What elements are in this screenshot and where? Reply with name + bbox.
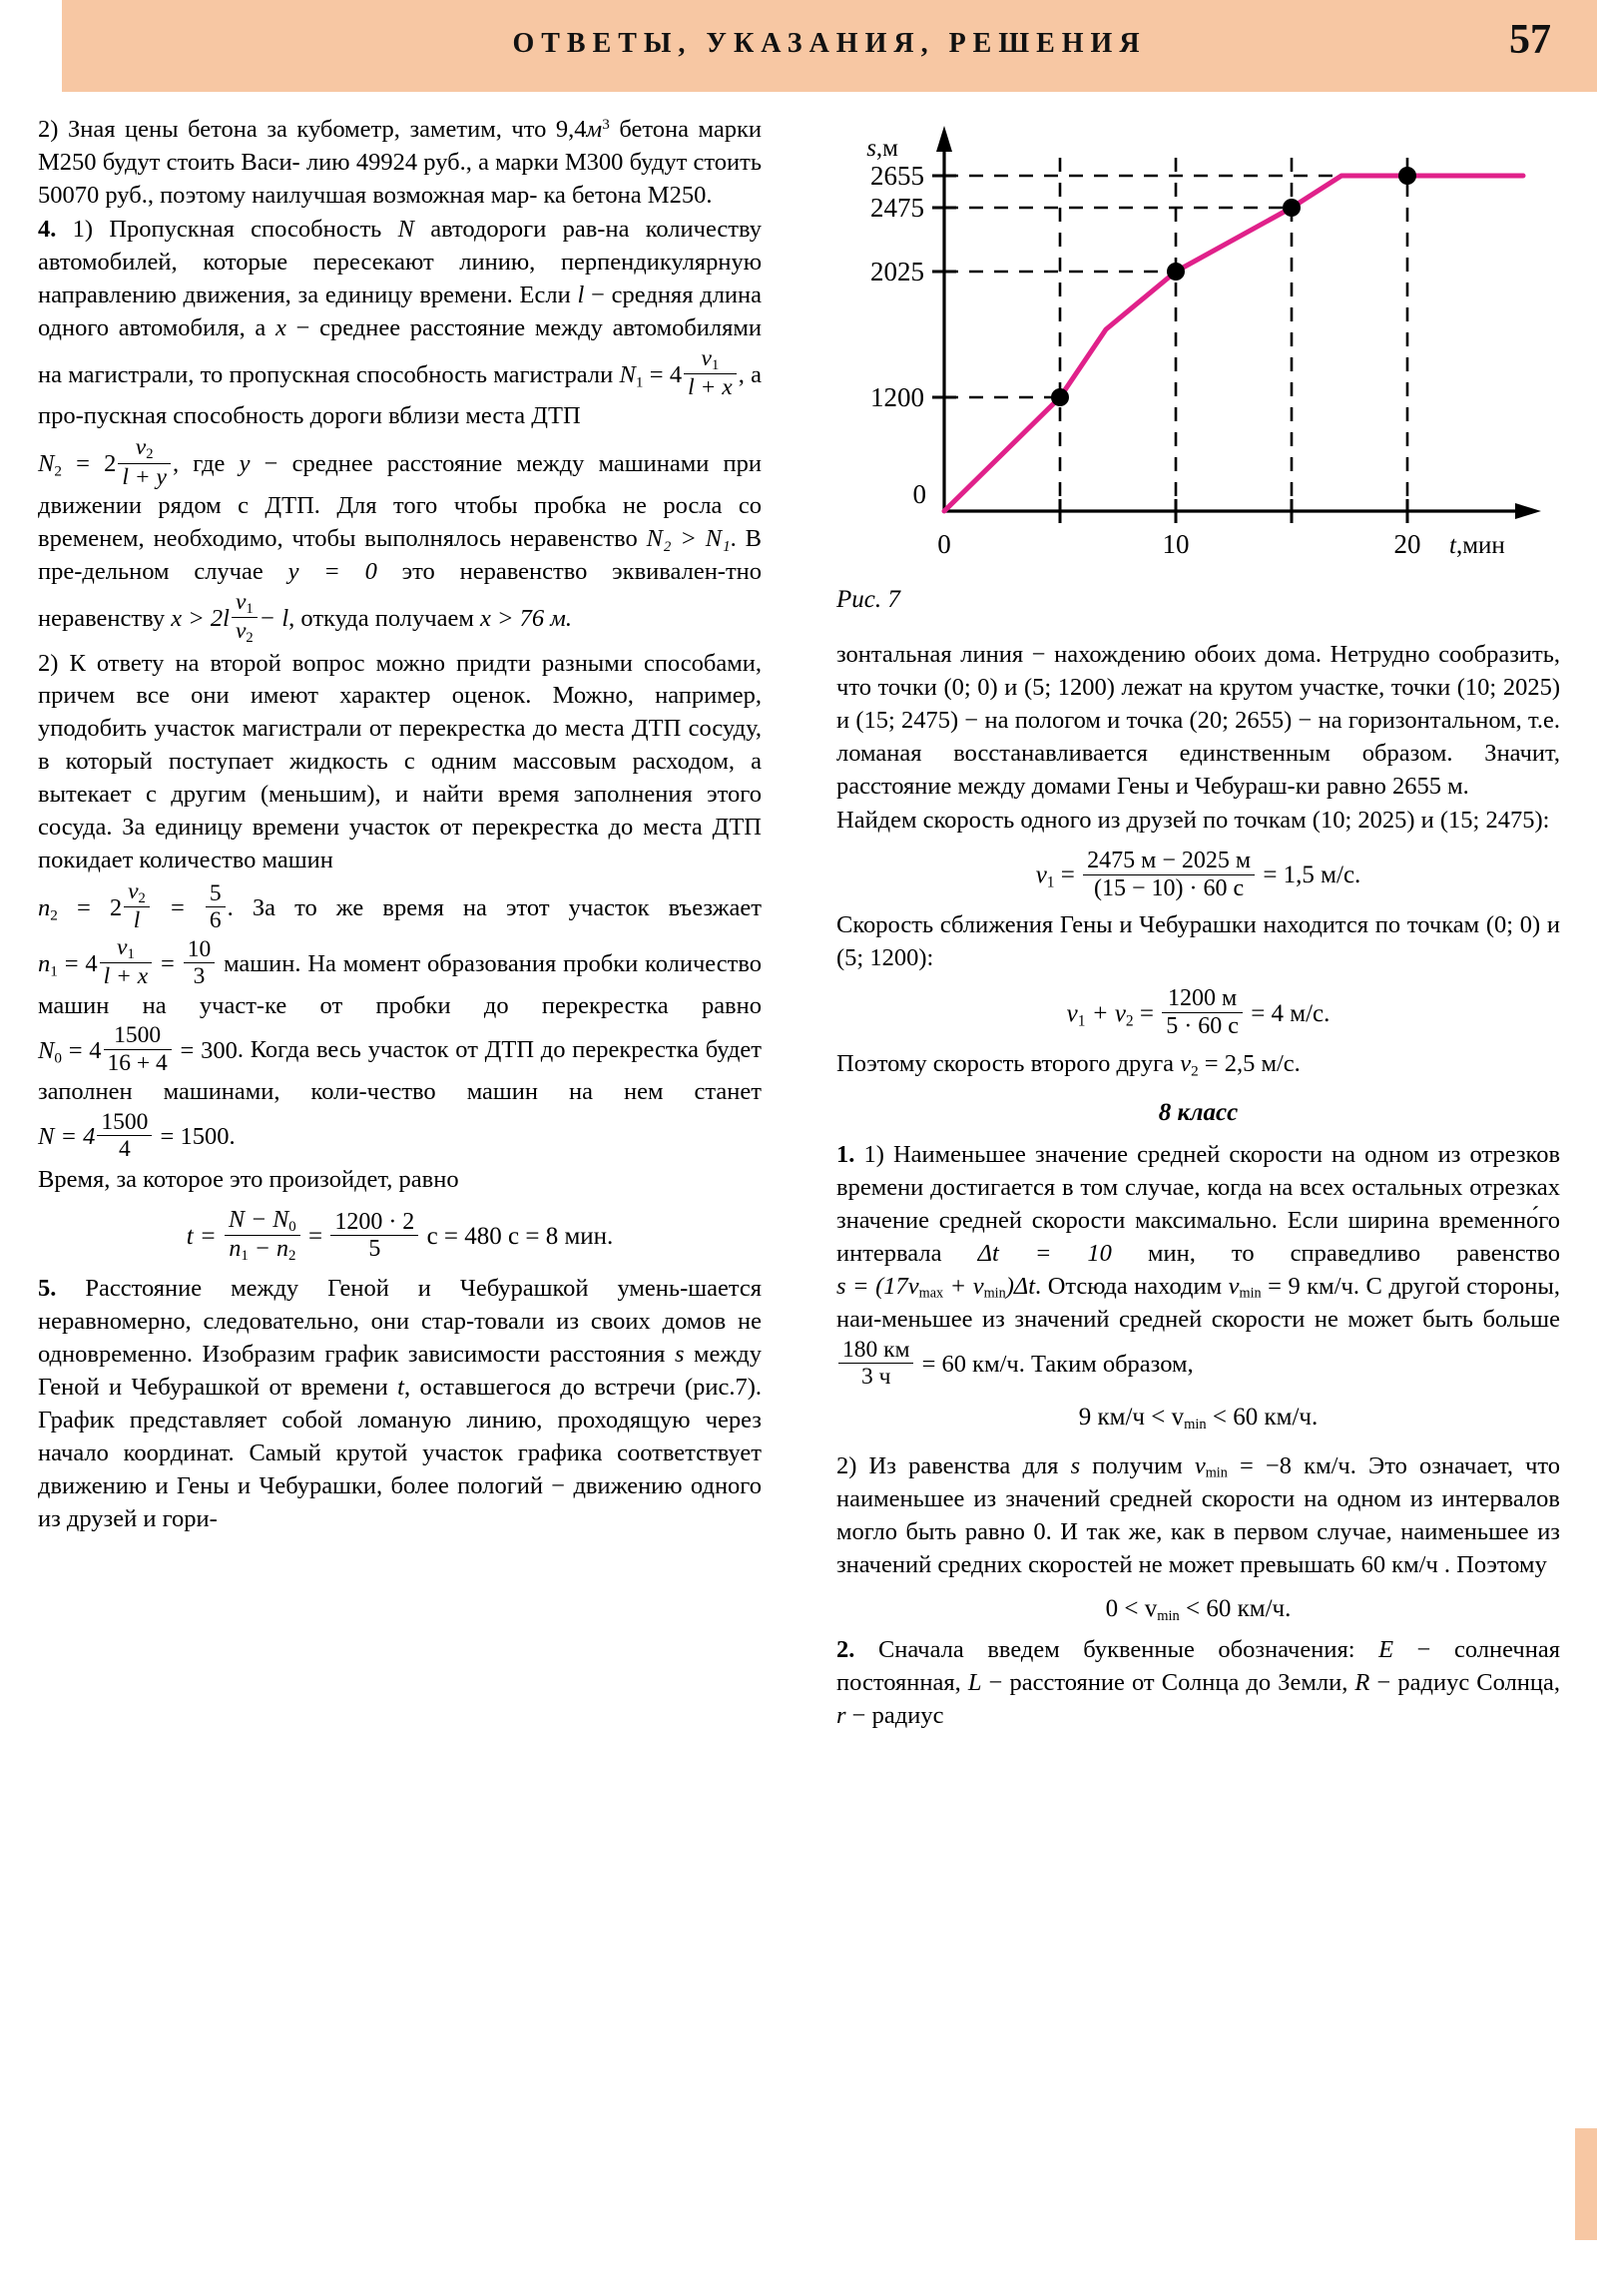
subscript: 0	[54, 1048, 62, 1066]
eq-tail: )Δt	[1005, 1273, 1036, 1301]
text-line: , откуда получаем	[288, 604, 474, 632]
eq-operator: =	[307, 1223, 323, 1250]
equation-v2-value	[1180, 1050, 1295, 1080]
num-sub: 2	[146, 446, 154, 463]
paragraph-graph-analysis	[836, 639, 1560, 804]
text-line: автодороги рав-на количеству автомобилей, которые пересекают линию, перпендикулярную направлению движения, за единицу времени. Если	[38, 215, 762, 308]
eq-lhs: N	[38, 1036, 55, 1064]
text-line: 50070 руб., поэтому наилучшая возможная мар-	[38, 181, 538, 209]
text-line: . Отсюда находим	[1035, 1273, 1223, 1301]
text-line: . За то же время на этот участок въезжает	[227, 894, 762, 922]
text-line: , оставшегося до встречи (рис.7). График представляет собой ломаную линию, проходящую через начало координат. Самый крутой участок графика соответствует движению и Гены и Чебурашки, более пологий − движению одного из друзей и гори-	[38, 1374, 763, 1532]
variable-L: L	[967, 1668, 982, 1696]
variable-s: s	[1070, 1451, 1081, 1479]
text-line: это неравенство эквивален-тно неравенству	[38, 557, 763, 632]
x-tick-label-20: 20	[1393, 529, 1421, 559]
period: .	[1349, 1451, 1356, 1479]
denominator: 5 · 60 с	[1162, 1012, 1243, 1040]
right-column	[836, 114, 1560, 1733]
den-sub: 2	[246, 630, 254, 647]
page-title: ОТВЕТЫ, УКАЗАНИЯ, РЕШЕНИЯ	[512, 28, 1147, 59]
range-right: < 60 км/ч	[1179, 1594, 1286, 1622]
eq-lhs: n	[38, 949, 51, 977]
eq-result: = 60 км/ч	[921, 1351, 1019, 1379]
eq-result: = 300	[180, 1036, 238, 1064]
text-line: 2) Зная цены бетона за кубометр, заметим, что	[38, 116, 547, 143]
text-line: . В пре-дельном случае	[38, 524, 762, 585]
numerator	[124, 878, 150, 906]
inequality-9-60	[1079, 1404, 1319, 1431]
num-sub: 0	[288, 1218, 296, 1235]
variable-y: y	[239, 450, 251, 478]
text-line: лию 49924 руб., а марки М300 будут стоить	[305, 148, 762, 176]
y-axis-label: s,м	[866, 135, 898, 162]
num-text: N − N	[229, 1206, 289, 1233]
problem-number: 5.	[38, 1275, 57, 1303]
text-line: Найдем скорость одного из друзей по точкам (10; 2025) и (15; 2475):	[836, 806, 1550, 834]
text-line: − радиус Солнца,	[1376, 1668, 1561, 1696]
fraction	[118, 434, 171, 490]
paragraph-time	[38, 1164, 762, 1197]
inequality-range-2-display	[836, 1592, 1560, 1626]
fraction-result	[184, 936, 216, 990]
text-line: Поэтому скорость второго друга	[836, 1050, 1175, 1077]
text-line: . Когда весь участок от ДТП до перекрестка будет заполнен машинами, коли-чество машин на нем станет	[38, 1036, 763, 1106]
numerator: 180 км	[842, 1336, 910, 1363]
text-line: 1) Наименьшее значение средней скорости на одном из отрезков времени достигается в том случае, когда на всех остальных отрезках значение средней скорости максимально. Если ширина временно́го интервала	[836, 1141, 1561, 1268]
condition-y-zero: y = 0	[287, 557, 377, 585]
num-text: v	[235, 588, 247, 615]
eq-operator: = 2	[76, 450, 117, 478]
superscript-3: 3	[602, 116, 610, 134]
text-line: − расстояние от Солнца до Земли,	[988, 1668, 1348, 1696]
distance-time-curve	[944, 176, 1523, 511]
problem-number: 1.	[836, 1141, 855, 1169]
fraction-right	[330, 1209, 418, 1264]
denominator	[232, 617, 258, 646]
problem-number: 4.	[38, 215, 57, 243]
text-line: − радиус	[851, 1701, 944, 1729]
equation-s-formula	[836, 1273, 1035, 1300]
denominator	[225, 1235, 300, 1265]
eq-operator-2: =	[170, 894, 185, 922]
numerator: 5	[209, 880, 222, 907]
numerator	[118, 434, 171, 462]
numerator: 2475 м − 2025 м	[1087, 847, 1252, 873]
denominator: l + x	[684, 373, 737, 400]
equation-x-inequality	[171, 588, 289, 647]
equation-n1	[38, 933, 217, 990]
subscript-min: min	[983, 1285, 1006, 1302]
paragraph-find-speed	[836, 805, 1560, 838]
paragraph-1-average-speed	[836, 1139, 1560, 1390]
subscript-min: min	[1205, 1464, 1228, 1481]
text-line: Сначала введем буквенные обозначения:	[877, 1635, 1355, 1663]
data-point-10-2025	[1167, 263, 1185, 281]
fraction	[97, 1109, 152, 1163]
numerator	[225, 1207, 300, 1236]
x-tick-label-10: 10	[1162, 529, 1190, 559]
paragraph-2-solar-notation	[836, 1634, 1560, 1733]
num-text: v	[701, 344, 712, 371]
x-axis-label: t,мин	[1449, 532, 1505, 559]
eq-lhs: N	[619, 360, 636, 388]
eq-operator: =	[1139, 999, 1155, 1027]
fraction-result	[206, 880, 226, 934]
variable-E: E	[1378, 1635, 1394, 1663]
numerator: 1500	[114, 1022, 162, 1049]
variable-t: t	[397, 1374, 404, 1402]
eq-plus: + v	[943, 1273, 984, 1301]
numerator	[232, 589, 258, 617]
variable-s: s	[674, 1341, 685, 1369]
figure-caption: Рис. 7	[836, 586, 900, 613]
subscript-max: max	[918, 1285, 944, 1302]
section-heading-grade-8: 8 класс	[1158, 1098, 1239, 1126]
eq-operator-2: =	[161, 949, 175, 977]
unit-m: м	[586, 116, 603, 143]
equation-v1	[1035, 847, 1361, 901]
subscript-min: min	[1239, 1285, 1262, 1302]
subscript: 2	[54, 462, 62, 480]
page-header-band	[62, 0, 1597, 92]
den-sub-2: 2	[287, 1248, 296, 1265]
x-tick-label-0: 0	[937, 529, 951, 559]
variable-v: v	[1194, 1451, 1206, 1479]
variable-x: x	[274, 313, 286, 341]
eq-lhs: N = 4	[38, 1123, 96, 1151]
eq-lhs: N	[38, 450, 55, 478]
subscript-2: 2	[1125, 1011, 1134, 1029]
y-tick-label-2655: 2655	[870, 161, 924, 191]
numerator: 1200 м	[1168, 985, 1238, 1012]
y-tick-label-2475: 2475	[870, 193, 924, 223]
num-sub: 1	[246, 600, 254, 617]
subscript: 2	[50, 906, 58, 924]
text-line: . Таким образом,	[1018, 1351, 1194, 1379]
text-line: Время, за которое это произойдет, равно	[38, 1165, 459, 1193]
subscript: 1	[50, 962, 58, 980]
data-point-5-1200	[1051, 388, 1069, 406]
fraction	[838, 1337, 913, 1391]
period: .	[607, 1223, 614, 1250]
denominator: l + x	[100, 962, 153, 989]
fraction	[1162, 985, 1243, 1040]
vmin-value-minus8	[1195, 1452, 1350, 1479]
page-edge-tab	[1575, 2128, 1597, 2240]
figure-7	[836, 114, 1560, 633]
den-sub: 1	[241, 1248, 249, 1265]
page-body	[0, 92, 1597, 2296]
num-sub: 2	[138, 890, 146, 907]
text-line: 2) Из равенства для	[836, 1451, 1059, 1479]
y-tick-label-2025: 2025	[870, 257, 924, 287]
paragraph-N2-definition	[38, 434, 762, 646]
num-text: v	[135, 434, 147, 461]
paragraph-part2-estimation	[38, 648, 762, 878]
origin-label-y: 0	[912, 479, 926, 509]
equation-t-display	[38, 1207, 762, 1266]
text-line: − средняя длина одного автомобиля, а	[38, 281, 763, 341]
variable-l: l	[577, 281, 585, 308]
text-line: Скорость сближения Гены и Чебурашки находится по точкам (0; 0) и (5; 1200):	[836, 911, 1560, 972]
num-text: v	[117, 933, 128, 960]
numerator	[684, 345, 737, 373]
period: .	[1324, 999, 1331, 1027]
paragraph-4-capacity	[38, 214, 762, 433]
fraction	[104, 1022, 172, 1076]
paragraph-part2-vmin	[836, 1450, 1560, 1582]
period: .	[1285, 1594, 1292, 1622]
period: .	[229, 1123, 236, 1151]
num-sub: 1	[711, 356, 720, 373]
text-line: − солнечная постоянная,	[836, 1635, 1561, 1696]
paragraph-5-gena	[38, 1273, 762, 1536]
range-left: 9 км/ч < v	[1078, 1403, 1185, 1431]
x-axis-arrow	[1515, 503, 1541, 519]
variable-v: v	[1180, 1050, 1192, 1077]
fraction	[124, 878, 150, 934]
data-point-15-2475	[1283, 199, 1301, 217]
num-text: v	[128, 878, 139, 905]
denominator: 3	[184, 962, 216, 989]
equation-n2	[38, 878, 228, 934]
fraction-left	[225, 1207, 300, 1266]
fraction	[100, 934, 153, 990]
eq-result: = 1500	[160, 1123, 230, 1151]
eq-lhs: n	[38, 894, 51, 922]
denominator: 3 ч	[838, 1363, 913, 1390]
denominator: (15 − 10) · 60 с	[1083, 874, 1255, 902]
equation-v1-display	[836, 848, 1560, 902]
equation-180-3	[836, 1336, 1019, 1391]
page-number: 57	[1509, 17, 1551, 63]
text-line: 1) Пропускная способность	[72, 215, 382, 243]
vmin-value-9	[1229, 1273, 1353, 1300]
equation-N2	[38, 434, 173, 490]
numerator: 1200 · 2	[334, 1208, 415, 1235]
equation-v1v2-display	[836, 985, 1560, 1040]
subscript: 1	[1046, 873, 1055, 891]
variable-N: N	[397, 215, 414, 243]
numerator: 10	[187, 935, 212, 962]
text-line: Это означает, что наименьшее из значений средней скорости на одном из интервалов могло быть равно 0. И так же, как в первом случае, наименьшее из значений средних скоростей не может превышать 60 км/ч . Поэтому	[836, 1451, 1561, 1578]
paragraph-n2-n1	[38, 878, 762, 1163]
denominator: l + y	[118, 463, 171, 490]
left-column	[38, 114, 762, 1536]
value: = −8 км/ч	[1240, 1451, 1350, 1479]
numerator	[100, 934, 153, 962]
period: .	[1312, 1403, 1319, 1431]
denominator: 4	[97, 1135, 152, 1162]
text-line: бетона марки М250 будут стоить Васи-	[38, 116, 763, 176]
denominator: l	[124, 906, 150, 933]
subscript: 1	[635, 372, 644, 390]
fraction	[232, 589, 258, 647]
y-tick-label-1200: 1200	[870, 382, 924, 412]
y-axis-arrow	[936, 126, 952, 152]
text-line: машин. На момент образования пробки количество машин на участ-ке от пробки до перекрестка равно	[38, 949, 763, 1019]
delta-t-value	[978, 1240, 1112, 1267]
fraction	[684, 345, 737, 401]
eq-lhs: t =	[186, 1223, 217, 1250]
variable-v: v	[1228, 1273, 1240, 1301]
equation-N-total	[38, 1109, 230, 1163]
eq-lhs: v	[1035, 861, 1047, 889]
subscript: 2	[1191, 1062, 1199, 1080]
equation-N1	[619, 344, 739, 400]
problem-number: 2.	[836, 1635, 855, 1663]
den-text: n	[229, 1236, 242, 1263]
text-line: зонтальная линия − нахождению обоих дома. Нетрудно сообразить, что точки (0; 0) и (5; 1200) лежат на крутом участке, точки (10; 2025) и (15; 2475) − на пологом и точка (20; 2655) − на горизонтальном, т.е. ломаная восстанавливается единственным образом. Значит, расстояние между домами Гены и Чебураш-ки равно 2655 м.	[836, 641, 1560, 800]
spacer	[836, 1442, 1560, 1450]
text-line: между Геной и Чебурашкой от времени	[38, 1341, 762, 1402]
text-line: Расстояние между Геной и Чебурашкой умень-шается неравномерно, следовательно, они стар-товали из своих домов не одновременно. Изобразим график зависимости расстояния	[38, 1275, 762, 1369]
eq-tail: − l	[259, 604, 289, 632]
period: .	[1294, 1050, 1301, 1077]
inequality-N2-N1: N₂ > N₁	[646, 524, 731, 552]
eq-operator: = 2	[76, 894, 123, 922]
inequality-0-60	[1106, 1595, 1292, 1622]
subscript-min: min	[1184, 1416, 1207, 1433]
eq-plus: + v	[1085, 999, 1126, 1027]
numerator: 1500	[101, 1109, 149, 1136]
eq-lhs: s = (17v	[836, 1273, 919, 1301]
value: = 9 км/ч	[1268, 1273, 1353, 1301]
eq-operator: = 4	[68, 1036, 102, 1064]
eq-result: = 4 м/с	[1251, 999, 1325, 1027]
text-line: , где	[172, 450, 226, 478]
equation-v1-plus-v2	[1066, 985, 1331, 1040]
text-line: − среднее расстояние между машинами при движении рядом с ДТП. Для того чтобы пробка не росла со временем, необходимо, чтобы выполнялось неравенство	[38, 450, 763, 552]
eq-result: с = 480 с = 8 мин	[426, 1223, 608, 1250]
eq-operator: = 4	[64, 949, 98, 977]
period: .	[1354, 861, 1361, 889]
text-line: 2) К ответу на второй вопрос можно придти разными способами, причем все они имеют характер оценок. Можно, например, уподобить участок магистрали от перекрестка до места ДТП сосуду, в который поступает жидкость с одним массовым расходом, а вытекает с другим (меньшим), и найти время заполнения этого сосуда. За единицу времени участок от перекрестка до места ДТП покидает количество машин	[38, 649, 762, 874]
inequality-range-1-display	[836, 1401, 1560, 1435]
range-left: 0 < v	[1105, 1594, 1158, 1622]
eq-lhs: x > 2l	[171, 604, 230, 632]
variable-r: r	[836, 1701, 846, 1729]
eq-lhs: v	[1066, 999, 1078, 1027]
graph-svg	[836, 114, 1560, 583]
text-line: , а про-пускная способность дороги вблизи места ДТП	[38, 360, 763, 430]
num-sub: 1	[127, 945, 135, 962]
text-line: 9,4	[555, 116, 587, 143]
result-x-76: x > 76 м.	[479, 604, 573, 632]
paragraph-approach-speed	[836, 909, 1560, 975]
text-line: . С другой стороны, наи-меньшее из значений средней скорости не может быть больше	[836, 1273, 1561, 1333]
fraction	[1083, 848, 1255, 902]
variable-R: R	[1354, 1668, 1370, 1696]
den-text: v	[235, 618, 247, 645]
eq-result: = 1,5 м/с	[1263, 861, 1355, 889]
denominator: 6	[206, 906, 226, 933]
equation-N0	[38, 1022, 238, 1076]
denominator: 5	[330, 1235, 418, 1263]
text-line: мин, то справедливо равенство	[1148, 1240, 1561, 1268]
data-point-20-2655	[1398, 167, 1416, 185]
paragraph-2-concrete	[38, 114, 762, 213]
value: = 2,5 м/с	[1204, 1050, 1295, 1077]
eq-operator: = 4	[649, 360, 683, 388]
den-text-2: − n	[248, 1236, 288, 1263]
denominator: 16 + 4	[104, 1049, 172, 1076]
paragraph-second-friend-speed	[836, 1048, 1560, 1082]
eq-operator: =	[1060, 861, 1075, 889]
range-right: < 60 км/ч	[1206, 1403, 1312, 1431]
subscript-1: 1	[1077, 1011, 1086, 1029]
text-line: ка бетона М250.	[543, 181, 713, 209]
text-line: − среднее расстояние между автомобилями на магистрали, то пропускная способность магистрали	[38, 313, 763, 388]
subscript-min: min	[1157, 1607, 1180, 1624]
text-line: получим	[1092, 1451, 1183, 1479]
value: Δt = 10	[977, 1240, 1112, 1268]
